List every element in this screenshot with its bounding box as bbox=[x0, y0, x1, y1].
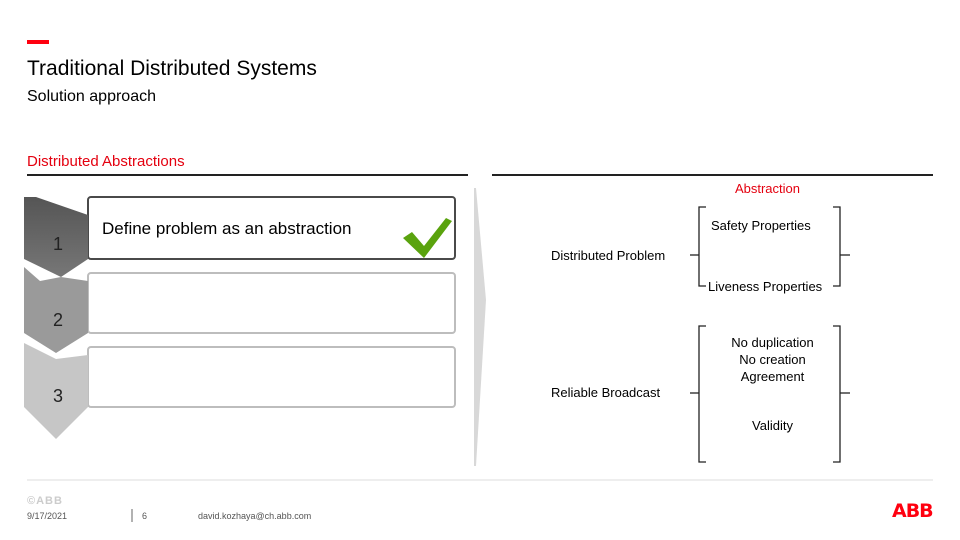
liveness-properties-label: Liveness Properties bbox=[708, 279, 823, 294]
distributed-problem-label: Distributed Problem bbox=[551, 248, 666, 263]
safety-properties-label: Safety Properties bbox=[711, 218, 811, 233]
footer-date: 9/17/2021 bbox=[27, 511, 68, 521]
step-2-number: 2 bbox=[52, 310, 63, 330]
section-heading: Distributed Abstractions bbox=[27, 153, 185, 170]
step-2-box bbox=[88, 273, 455, 333]
step-1-text: Define problem as an abstraction bbox=[102, 219, 352, 238]
safety-item: No creation bbox=[739, 352, 806, 367]
abstraction-label: Abstraction bbox=[734, 181, 801, 196]
safety-items-list bbox=[710, 334, 835, 385]
safety-item: Agreement bbox=[740, 369, 805, 384]
bracket-right-top bbox=[833, 207, 840, 286]
abb-logo: ABB bbox=[892, 500, 933, 522]
footer-email: david.kozhaya@ch.abb.com bbox=[198, 511, 312, 521]
footer-page-number: 6 bbox=[142, 511, 148, 521]
bracket-left-top bbox=[699, 207, 706, 286]
slide-title: Traditional Distributed Systems bbox=[27, 57, 317, 80]
step-3-box bbox=[88, 347, 455, 407]
bracket-left-bottom bbox=[699, 326, 706, 462]
liveness-item: Validity bbox=[752, 418, 793, 433]
slide-subtitle: Solution approach bbox=[27, 88, 156, 105]
step-3-number: 3 bbox=[52, 386, 63, 406]
safety-item: No duplication bbox=[731, 335, 814, 350]
footer-logo: ©ABB bbox=[27, 495, 63, 507]
step-1-number: 1 bbox=[52, 234, 63, 254]
reliable-broadcast-label: Reliable Broadcast bbox=[551, 385, 661, 400]
vertical-separator bbox=[474, 188, 486, 466]
